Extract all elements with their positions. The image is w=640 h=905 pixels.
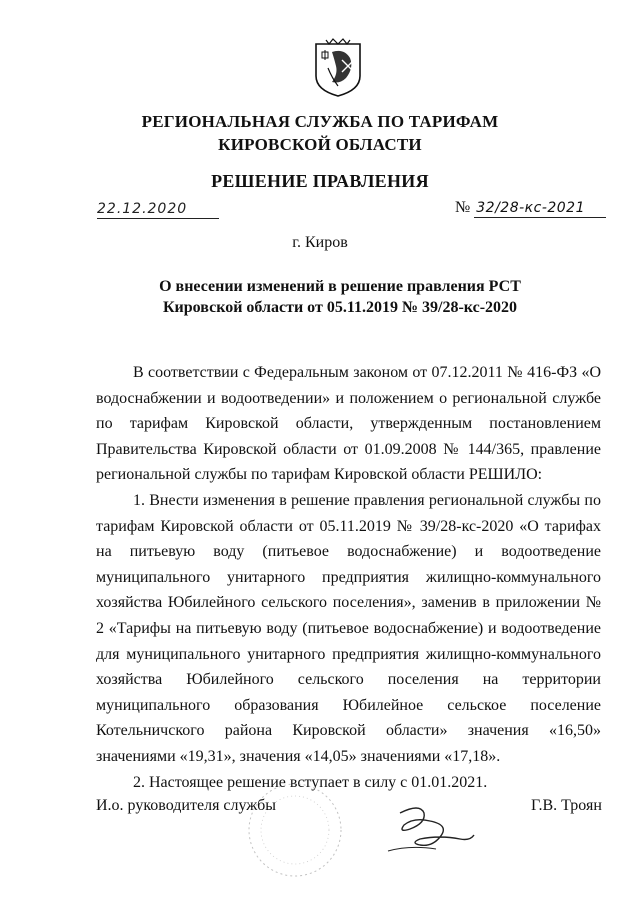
document-body — [96, 360, 601, 795]
document-subject: О внесении изменений в решение правления РСТ Кировской области от 05.11.2019 № 39/28-кс-2020 — [159, 278, 521, 316]
coat-of-arms-icon — [314, 38, 362, 98]
document-number-block — [455, 199, 606, 218]
item-2-paragraph: 2. Настоящее решение вступает в силу с 01.01.2021. — [133, 773, 488, 791]
org-name-line1: РЕГИОНАЛЬНАЯ СЛУЖБА ПО ТАРИФАМ — [141, 112, 499, 131]
stamp-impression-icon — [225, 770, 365, 880]
signatory-name: Г.В. Троян — [531, 797, 602, 814]
handwritten-signature-icon — [380, 795, 490, 865]
city: г. Киров — [292, 234, 348, 251]
number-label: № — [455, 199, 471, 216]
item-1-paragraph: 1. Внести изменения в решение правления региональной службы по тарифам Кировской области от 05.11.2019 № 39/28-кс-2020 «О тарифах на питьевую воду (питьевое водоснабжение) и водоотведение муниципального унитарного предприятия жилищно-коммунального хозяйства Юбилейного сельского поселения», заменив в приложении № 2 «Тарифы на питьевую воду (питьевое водоснабжение) и водоотведение для муниципального унитарного предприятия жилищно-коммунального хозяйства Юбилейного сельского поселения на территории муниципального образования Юбилейное сельское поселение Котельничского района Кировской области» значения «16,50» значениями «19,31», значения «14,05» значениями «17,18». — [96, 491, 601, 765]
document-type: РЕШЕНИЕ ПРАВЛЕНИЯ — [211, 171, 429, 191]
preamble-paragraph: В соответствии с Федеральным законом от 07.12.2011 № 416-ФЗ «О водоснабжении и водоотведении» и положением о региональной службе по тарифам Кировской области, утвержденным постановлением Правительства Кировской области от 01.09.2008 № 144/365, правление региональной службы по тарифам Кировской области РЕШИЛО: — [96, 364, 601, 484]
document-date: 22.12.2020 — [97, 201, 219, 219]
signatory-position: И.о. руководителя службы — [96, 797, 277, 814]
document-number: 32/28-кс-2021 — [474, 200, 606, 218]
org-name-line2: КИРОВСКОЙ ОБЛАСТИ — [218, 135, 422, 154]
